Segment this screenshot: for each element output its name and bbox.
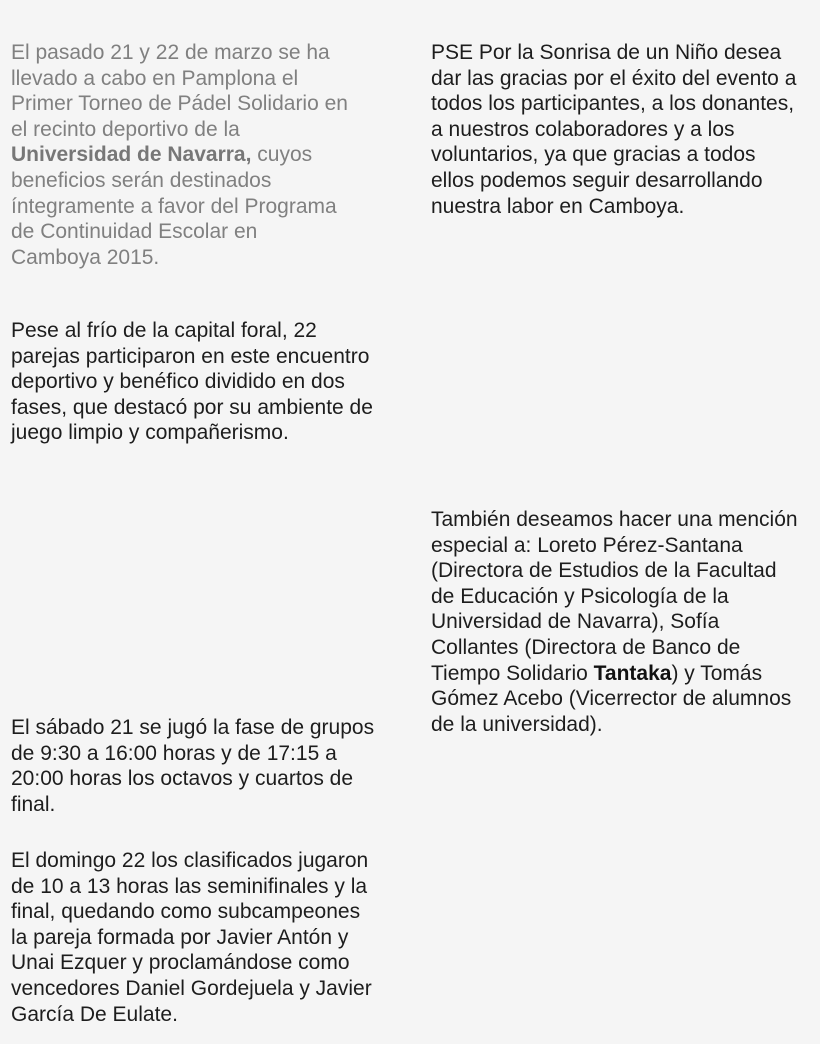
tantaka-name: Tantaka (593, 661, 672, 685)
text-line: de 9:30 a 16:00 horas y de 17:15 a (11, 741, 337, 765)
text-line: a nuestros colaboradores y a los (431, 117, 735, 141)
text-line: García De Eulate. (11, 1002, 178, 1026)
special-mention-paragraph (431, 507, 798, 737)
text-line: el recinto deportivo de la (11, 117, 240, 141)
text-line: de Educación y Psicología de la (431, 584, 729, 608)
text-line: El pasado 21 y 22 de marzo se ha (11, 41, 330, 64)
text-line: El domingo 22 los clasificados jugaron (11, 849, 369, 872)
text-line: todos los participantes, a los donantes, (431, 92, 795, 116)
university-name: Universidad de Navarra, (11, 143, 252, 167)
text-line: Camboya 2015. (11, 245, 160, 269)
text-line: de Continuidad Escolar en (11, 220, 258, 244)
text-fragment: Tiempo Solidario (431, 661, 594, 685)
text-line: Collantes (Directora de Banco de (431, 635, 741, 659)
text-line: beneficios serán destinados (11, 168, 272, 192)
text-line: Pese al frío de la capital foral, 22 (11, 319, 317, 342)
text-line: Gómez Acebo (Vicerrector de alumnos (431, 687, 792, 711)
text-line: vencedores Daniel Gordejuela y Javier (11, 976, 372, 1000)
text-line: voluntarios, ya que gracias a todos (431, 143, 756, 167)
text-line: íntegramente a favor del Programa (11, 194, 337, 218)
intro-paragraph (11, 40, 348, 270)
text-line: PSE Por la Sonrisa de un Niño desea (431, 41, 782, 64)
text-line: ellos podemos seguir desarrollando (431, 168, 763, 192)
text-line: 20:00 horas los octavos y cuartos de (11, 767, 354, 791)
text-line: deportivo y benéfico dividido en dos (11, 370, 345, 394)
text-line: Primer Torneo de Pádel Solidario en (11, 92, 348, 116)
text-line: final. (11, 792, 56, 816)
thanks-paragraph (431, 40, 796, 219)
text-line: llevado a cabo en Pamplona el (11, 66, 299, 90)
participants-paragraph (11, 318, 373, 446)
text-line-university (11, 142, 348, 168)
text-line: la pareja formada por Javier Antón y (11, 925, 349, 949)
sunday-paragraph (11, 848, 372, 1027)
text-fragment: ) y Tomás (671, 661, 763, 685)
text-line: juego limpio y compañerismo. (11, 421, 289, 445)
text-line: parejas participaron en este encuentro (11, 344, 370, 368)
text-line: de la universidad). (431, 712, 603, 736)
text-line: nuestra labor en Camboya. (431, 194, 685, 218)
text-fragment: cuyos (251, 143, 313, 167)
text-line: especial a: Loreto Pérez-Santana (431, 533, 743, 557)
text-line: También deseamos hacer una mención (431, 508, 798, 531)
text-line: de 10 a 13 horas las seminifinales y la (11, 874, 368, 898)
text-line: final, quedando como subcampeones (11, 900, 361, 924)
text-line: (Directora de Estudios de la Facultad (431, 559, 777, 583)
text-line: dar las gracias por el éxito del evento a (431, 66, 797, 90)
text-line: fases, que destacó por su ambiente de (11, 395, 373, 419)
text-line-tantaka (431, 661, 798, 687)
text-line: El sábado 21 se jugó la fase de grupos (11, 716, 375, 739)
text-line: Unai Ezquer y proclamándose como (11, 951, 350, 975)
text-line: Universidad de Navarra), Sofía (431, 610, 720, 634)
saturday-paragraph (11, 715, 374, 817)
